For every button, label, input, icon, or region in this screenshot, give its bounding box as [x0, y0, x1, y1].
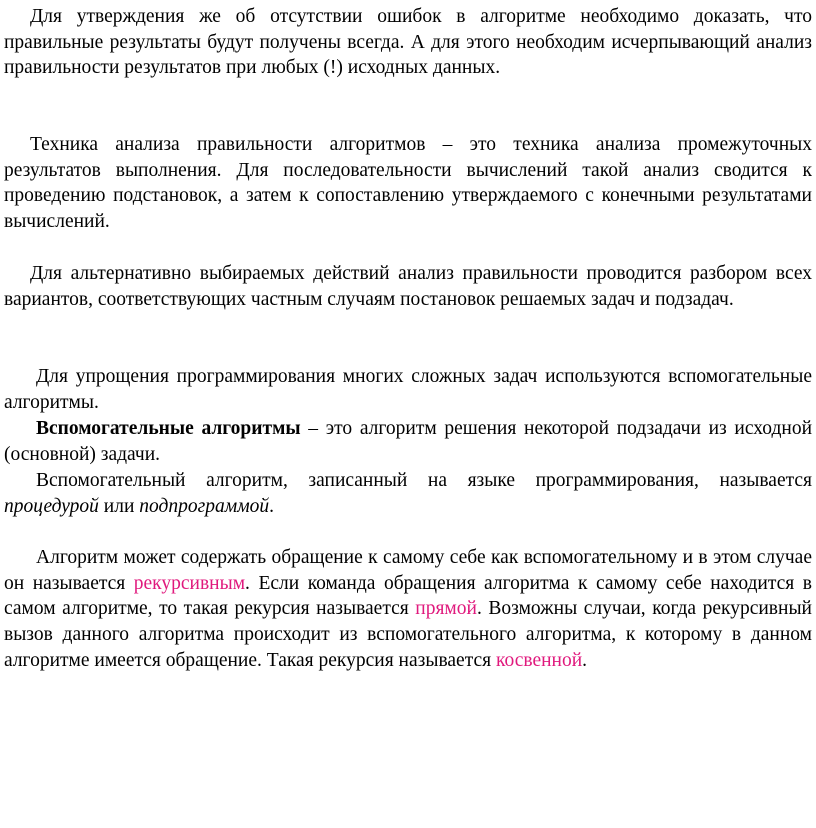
term-recursive: рекурсивным — [133, 572, 246, 594]
recursion-part4: . — [582, 649, 588, 671]
paragraph-procedure — [4, 468, 812, 519]
paragraph-auxiliary-intro: Для упрощения программирования многих сложных задач используются вспомогательные алгоритмы. — [4, 366, 812, 413]
recursion-part2: . Если команда обращения алгоритма к самому себе находится в самом алгоритме, то такая рекурсия называется — [4, 572, 812, 620]
term-indirect: косвенной — [495, 649, 583, 671]
term-procedure: процедурой — [4, 495, 99, 517]
procedure-lead: Вспомогательный алгоритм, записанный на языке программирования, называется — [36, 470, 812, 491]
recursion-part1: Алгоритм может содержать обращение к самому себе как вспомогательному и в этом случае он называется — [4, 547, 812, 594]
procedure-mid: или — [98, 495, 140, 517]
procedure-end: . — [269, 495, 275, 517]
paragraph-auxiliary-definition — [4, 416, 812, 467]
term-direct: прямой — [415, 598, 477, 620]
term-auxiliary-algorithms: Вспомогательные алгоритмы — [36, 418, 301, 439]
paragraph-error-proof: Для утверждения же об отсутствии ошибок в алгоритме необходимо доказать, что правильные результаты будут получены всегда. А для этого необходим исчерпывающий анализ правильности результатов при любых (!) исходных данных. — [4, 6, 812, 79]
recursion-part3: . Возможны случаи, когда рекурсивный вызов данного алгоритма происходит из вспомогательного алгоритма, к которому в данном алгоритме имеется обращение. Такая рекурсия называется — [4, 598, 812, 671]
term-subprogram: подпрограммой — [139, 495, 270, 517]
paragraph-alternative-actions: Для альтернативно выбираемых действий анализ правильности проводится разбором всех вариантов, соответствующих частным случаям постановок решаемых задач и подзадач. — [4, 263, 812, 310]
paragraph-analysis-technique: Техника анализа правильности алгоритмов – это техника анализа промежуточных результатов выполнения. Для последовательности вычислений такой анализ сводится к проведению подстановок, а затем к сопоставлению утверждаемого с конечными результатами вычислений. — [4, 134, 812, 233]
definition-text: – это алгоритм решения некоторой подзадачи из исходной (основной) задачи. — [4, 418, 813, 465]
paragraph-recursion — [4, 545, 812, 674]
